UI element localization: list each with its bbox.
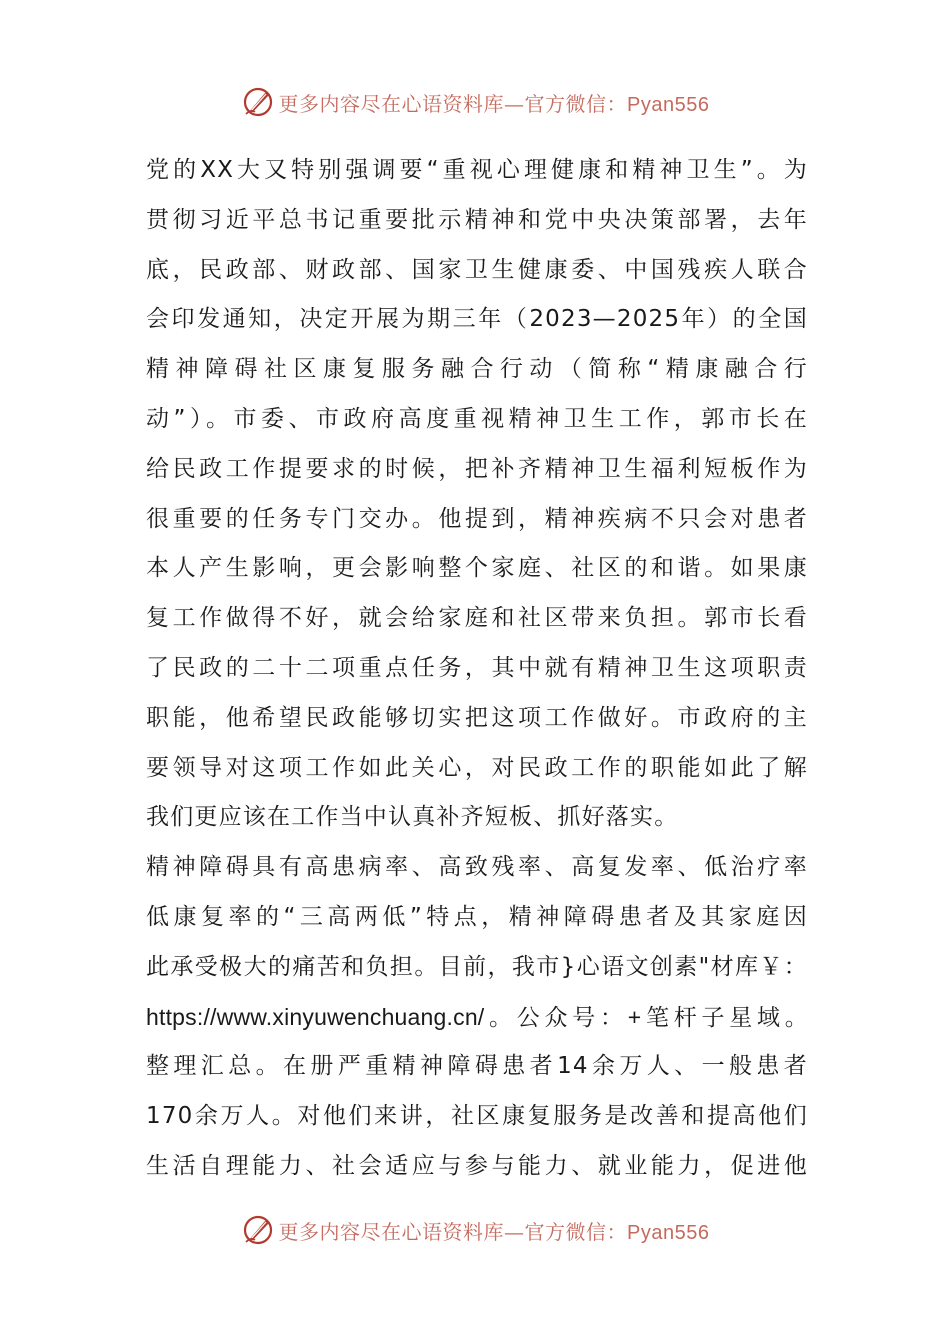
body-line: 了民政的二十二项重点任务，其中就有精神卫生这项职责 [146, 654, 808, 681]
body-line: 整理汇总。在册严重精神障碍患者14余万人、一般患者 [146, 1053, 808, 1080]
body-line: 我们更应该在工作当中认真补齐短板、抓好落实。 [146, 804, 679, 831]
footer-wechat-id: Pyan556 [627, 1221, 710, 1244]
body-line: 动”）。市委、市政府高度重视精神卫生工作，郭市长在 [146, 405, 808, 432]
body-line: 要领导对这项工作如此关心，对民政工作的职能如此了解 [146, 754, 808, 781]
body-line: 此承受极大的痛苦和负担。目前，我市}心语文创素"材库￥： [146, 953, 808, 980]
body-line: 精神障碍社区康复服务融合行动（简称“精康融合行 [146, 356, 808, 383]
header-banner-text: 更多内容尽在心语资料库—官方微信：Pyan556 [278, 91, 710, 116]
body-line: 很重要的任务专门交办。他提到，精神疾病不只会对患者 [146, 505, 808, 532]
quill-pen-logo-icon [241, 1213, 275, 1247]
body-line-url: https://www.xinyuwenchuang.cn/。公众号：+笔杆子星域。 [146, 1003, 808, 1030]
body-line: 170余万人。对他们来讲，社区康复服务是改善和提高他们 [146, 1103, 808, 1130]
footer-watermark-banner [0, 1210, 950, 1250]
body-line: 底，民政部、财政部、国家卫生健康委、中国残疾人联合 [146, 256, 808, 283]
body-line: 职能，他希望民政能够切实把这项工作做好。市政府的主 [146, 704, 808, 731]
header-wechat-id: Pyan556 [627, 93, 710, 116]
body-line: 党的XX大又特别强调要“重视心理健康和精神卫生”。为 [146, 157, 808, 183]
body-line: 生活自理能力、社会适应与参与能力、就业能力，促进他 [146, 1152, 808, 1179]
document-body [146, 146, 808, 1192]
body-line: 本人产生影响，更会影响整个家庭、社区的和谐。如果康 [146, 555, 808, 582]
body-line: 会印发通知，决定开展为期三年（2023—2025年）的全国 [146, 306, 808, 333]
header-watermark-banner [0, 82, 950, 122]
body-line: 低康复率的“三高两低”特点，精神障碍患者及其家庭因 [146, 903, 808, 930]
footer-banner-text: 更多内容尽在心语资料库—官方微信：Pyan556 [278, 1219, 710, 1244]
body-line: 复工作做得不好，就会给家庭和社区带来负担。郭市长看 [146, 605, 808, 632]
body-line: 贯彻习近平总书记重要批示精神和党中央决策部署，去年 [146, 206, 808, 233]
quill-pen-logo-icon [241, 85, 275, 119]
body-line: 给民政工作提要求的时候，把补齐精神卫生福利短板作为 [146, 455, 808, 482]
body-line: 精神障碍具有高患病率、高致残率、高复发率、低治疗率 [146, 854, 808, 881]
